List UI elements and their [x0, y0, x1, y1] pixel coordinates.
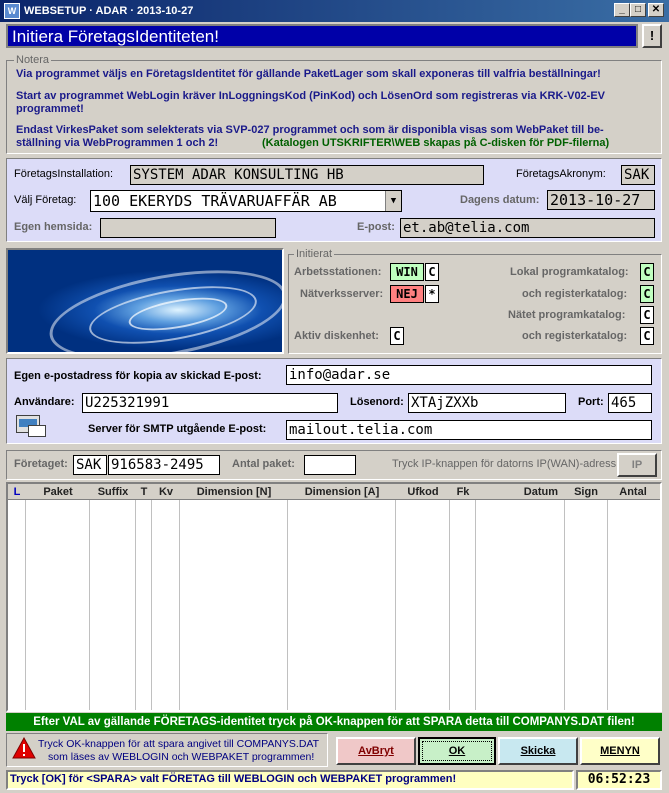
page-title: Initiera FöretagsIdentiteten! — [12, 27, 219, 46]
smtp-field[interactable]: mailout.telia.com — [286, 420, 652, 440]
app-icon: W — [4, 3, 20, 19]
acronym-label: FöretagsAkronym: — [516, 168, 606, 180]
net-prog-label: Nätet programkatalog: — [508, 309, 626, 321]
netserver-drive: * — [425, 285, 439, 303]
col-paket[interactable]: Paket — [43, 486, 73, 498]
column-divider — [89, 500, 90, 710]
ip-button[interactable]: IP — [617, 453, 657, 477]
column-divider — [135, 500, 136, 710]
column-divider — [449, 500, 450, 710]
local-prog-value: C — [640, 263, 654, 281]
password-label: Lösenord: — [350, 396, 404, 408]
user-label: Användare: — [14, 396, 75, 408]
column-divider — [179, 500, 180, 710]
company-select[interactable] — [90, 190, 402, 212]
column-divider — [287, 500, 288, 710]
packages-company-number: 916583-2495 — [108, 455, 220, 475]
close-button[interactable]: ✕ — [648, 3, 664, 17]
password-field[interactable]: XTAjZXXb — [408, 393, 566, 413]
notera-legend: Notera — [16, 54, 50, 66]
local-prog-label: Lokal programkatalog: — [510, 266, 629, 278]
table-header — [8, 484, 660, 500]
window-title: WEBSETUP · ADAR · 2013-10-27 — [24, 5, 194, 17]
local-reg-value: C — [640, 285, 654, 303]
minimize-button[interactable]: _ — [614, 3, 630, 17]
warning-icon — [12, 737, 36, 759]
chevron-down-icon[interactable]: ▼ — [385, 191, 401, 211]
instruction-banner: Efter VAL av gällande FÖRETAGS-identitet tryck på OK-knappen för att SPARA detta till COMPANYS.DAT filen! — [6, 713, 662, 731]
netserver-value: NEJ — [390, 285, 424, 303]
date-label: Dagens datum: — [460, 194, 540, 206]
email-label: E-post: — [357, 221, 395, 233]
workstation-label: Arbetsstationen: — [294, 266, 382, 278]
workstation-value: WIN — [390, 263, 424, 281]
column-divider — [395, 500, 396, 710]
header-bar — [6, 24, 638, 48]
packages-company-code: SAK — [73, 455, 107, 475]
netserver-label: Nätverksserver: — [300, 288, 384, 300]
warning-line-1: Tryck OK-knappen för att spara angivet till COMPANYS.DAT — [38, 738, 320, 750]
notera-text-1: Via programmet väljs en FöretagsIdentitet för gällande PaketLager som skall exponeras till valfria beställningar! — [16, 68, 601, 80]
install-label: FöretagsInstallation: — [14, 168, 114, 180]
window-titlebar — [0, 0, 669, 22]
status-text: Tryck [OK] för <SPARA> valt FÖRETAG till WEBLOGIN och WEBPAKET programmen! — [10, 773, 457, 785]
col-sign[interactable]: Sign — [574, 486, 598, 498]
notera-text-2b: programmet! — [16, 103, 84, 115]
col-l[interactable]: L — [13, 486, 21, 498]
port-field[interactable]: 465 — [608, 393, 652, 413]
cancel-button[interactable]: AvBryt — [336, 737, 416, 765]
notera-text-3a: Endast VirkesPaket som selekterats via SVP-027 programmet och som är disponibla visas som WebPaket till be- — [16, 124, 604, 136]
col-dim-n[interactable]: Dimension [N] — [196, 486, 272, 498]
net-reg-value: C — [640, 327, 654, 345]
status-bar — [6, 770, 574, 790]
package-count-label: Antal paket: — [232, 458, 295, 470]
initierat-legend: Initierat — [296, 248, 333, 260]
send-button[interactable]: Skicka — [498, 737, 578, 765]
column-divider — [475, 500, 476, 710]
net-prog-value: C — [640, 306, 654, 324]
homepage-field[interactable] — [100, 218, 276, 238]
date-field: 2013-10-27 — [547, 190, 655, 210]
net-reg-label: och registerkatalog: — [522, 330, 628, 342]
ok-button[interactable]: OK — [418, 737, 496, 765]
ip-hint: Tryck IP-knappen för datorns IP(WAN)-adress! — [392, 458, 620, 470]
smtp-label: Server för SMTP utgående E-post: — [88, 423, 267, 435]
maximize-button[interactable]: □ — [630, 3, 646, 17]
notera-text-3b: ställning via WebProgrammen 1 och 2! — [16, 137, 219, 149]
col-antal[interactable]: Antal — [619, 486, 647, 498]
email-field[interactable]: et.ab@telia.com — [400, 218, 655, 238]
clock: 06:52:23 — [576, 770, 662, 790]
disk-value: C — [390, 327, 404, 345]
port-label: Port: — [578, 396, 604, 408]
col-datum[interactable]: Datum — [523, 486, 558, 498]
homepage-label: Egen hemsida: — [14, 221, 93, 233]
disk-label: Aktiv diskenhet: — [294, 330, 379, 342]
mail-server-icon[interactable] — [14, 413, 46, 439]
notera-text-3c: (Katalogen UTSKRIFTER\WEB skapas på C-disken för PDF-filerna) — [262, 137, 610, 149]
copy-email-field[interactable]: info@adar.se — [286, 365, 652, 385]
acronym-field: SAK — [621, 165, 655, 185]
menu-button[interactable]: MENYN — [580, 737, 660, 765]
column-divider — [151, 500, 152, 710]
col-dim-a[interactable]: Dimension [A] — [304, 486, 380, 498]
column-divider — [607, 500, 608, 710]
column-divider — [564, 500, 565, 710]
workstation-drive: C — [425, 263, 439, 281]
col-t[interactable]: T — [140, 486, 148, 498]
select-company-label: Välj Företag: — [14, 194, 77, 206]
col-ufkod[interactable]: Ufkod — [407, 486, 439, 498]
company-select-value: 100 EKERYDS TRÄVARUAFFÄR AB — [93, 192, 337, 210]
col-suffix[interactable]: Suffix — [97, 486, 129, 498]
packages-table[interactable] — [6, 482, 662, 712]
col-fk[interactable]: Fk — [456, 486, 470, 498]
help-button[interactable]: ! — [642, 24, 662, 48]
package-count-field — [304, 455, 356, 475]
column-divider — [25, 500, 26, 710]
install-field: SYSTEM ADAR KONSULTING HB — [130, 165, 484, 185]
packages-company-label: Företaget: — [14, 458, 68, 470]
notera-text-2a: Start av programmet WebLogin kräver InLoggningsKod (PinKod) och LösenOrd som registreras via KRK-V02-EV — [16, 90, 606, 102]
copy-email-label: Egen e-postadress för kopia av skickad E-post: — [14, 370, 262, 382]
local-reg-label: och registerkatalog: — [522, 288, 628, 300]
warning-line-2: som läses av WEBLOGIN och WEBPAKET programmen! — [48, 751, 315, 763]
decorative-image — [6, 248, 284, 354]
col-kv[interactable]: Kv — [158, 486, 174, 498]
user-field[interactable]: U225321991 — [82, 393, 338, 413]
